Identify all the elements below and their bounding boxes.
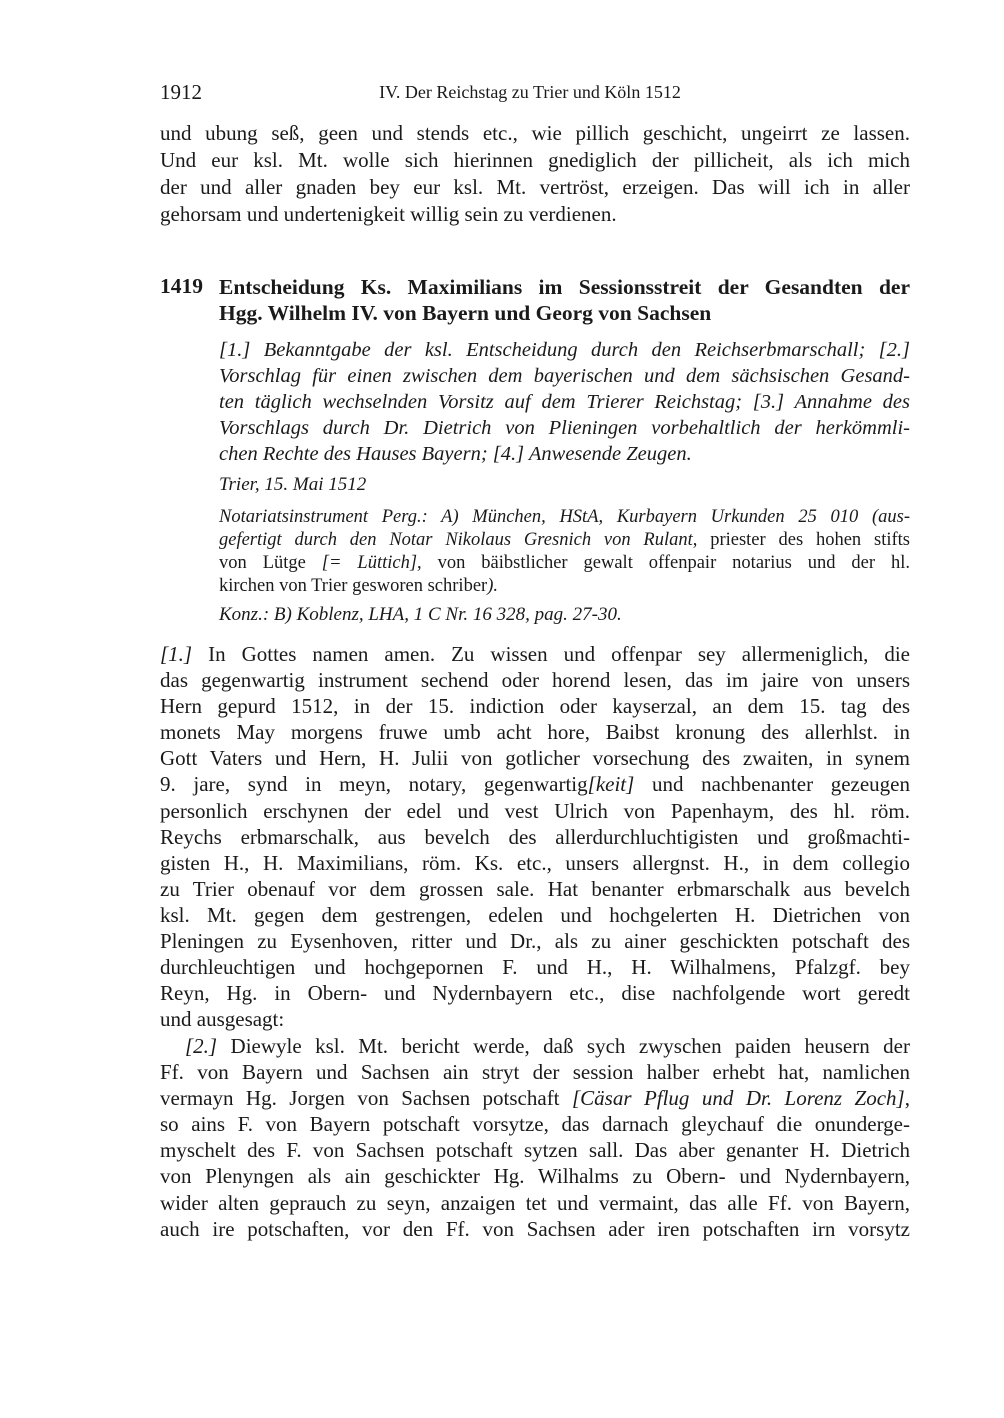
text: Gott Vaters und Hern, H. Julii von gotlicher vorsechung des zwaiten, in synem — [160, 746, 910, 771]
text-line — [219, 363, 910, 389]
italic-text: [Cäsar Pflug und Dr. Lorenz Zoch] — [571, 1086, 905, 1111]
italic-text: [2.] — [185, 1034, 218, 1058]
text: und nachbenanter gezeugen — [634, 772, 910, 797]
text-line — [160, 120, 910, 147]
text-line — [160, 1190, 910, 1216]
text-line — [160, 1059, 910, 1085]
text-line — [219, 274, 910, 300]
text-line — [160, 850, 910, 876]
text: , priester des hohen stifts — [692, 530, 910, 550]
text: Vorschlags durch Dr. Dietrich von Plieningen vorbehaltlich der herkömmli- — [219, 417, 910, 439]
body-paragraph-1 — [160, 641, 910, 1032]
text-line — [160, 980, 910, 1006]
document-number: 1419 — [160, 274, 203, 298]
text: Entscheidung Ks. Maximilians im Sessionsstreit der Gesandten der — [219, 275, 910, 299]
italic-text: [= Lüttich] — [321, 553, 418, 573]
text-line — [160, 1085, 910, 1111]
text: Diewyle ksl. Mt. bericht werde, daß sych zwyschen paiden heusern der — [217, 1034, 910, 1058]
text: ksl. Mt. gegen dem gestrengen, edelen und hochgelerten H. Dietrichen von — [160, 902, 910, 927]
text: monets May morgens fruwe umb acht hore, Baibst kronung des allerhlst. in — [160, 720, 910, 745]
text: so ains F. von Bayern potschaft vorsytze, das darnach gleychauf die onunderge- — [160, 1112, 910, 1137]
document-title — [219, 274, 910, 326]
body-paragraph-2 — [160, 1033, 910, 1242]
text-line — [160, 928, 910, 954]
text: 9. jare, synd in meyn, notary, gegenwartig — [160, 772, 588, 797]
text: von Lütge — [219, 553, 322, 573]
text-line — [160, 1111, 910, 1137]
text-line — [160, 771, 910, 797]
text: chen Rechte des Hauses Bayern; [4.] Anwesende Zeugen. — [219, 443, 692, 465]
text-line — [160, 798, 910, 824]
text: Vorschlag für einen zwischen dem bayerischen und dem sächsischen Gesand- — [219, 365, 910, 387]
text: Hern gepurd 1512, in der 15. indiction oder kayserzal, an dem 15. tag des — [160, 694, 910, 719]
text: zu Trier obenauf vor dem grossen sale. Hat benanter erbmarschalk aus bevelch — [160, 876, 910, 901]
text: gisten H., H. Maximilians, röm. Ks. etc., unsers allergnst. H., in dem collegio — [160, 850, 910, 875]
text-line — [160, 876, 910, 902]
text: personlich erschynen der edel und vest Ulrich von Papenhaym, des hl. röm. — [160, 798, 910, 823]
italic-text: [1.] — [160, 642, 193, 666]
text-line — [219, 552, 910, 575]
text-line — [219, 300, 910, 326]
konzept-note: Konz.: B) Koblenz, LHA, 1 C Nr. 16 328, pag. 27-30. — [219, 604, 622, 625]
text-line — [219, 337, 910, 363]
text-line — [160, 147, 910, 174]
text-line — [219, 506, 910, 529]
text-line — [160, 1216, 910, 1242]
italic-text: [keit] — [587, 772, 635, 797]
text-line — [219, 441, 910, 467]
text-line — [219, 389, 910, 415]
page-number: 1912 — [160, 80, 202, 104]
italic-text: gefertigt durch den Notar Nikolaus Gresnich von Rulant — [219, 530, 693, 550]
text: ten täglich wechselnden Vorsitz auf dem Trierer Reichstag; [3.] Annahme des — [219, 391, 910, 413]
text-line — [160, 693, 910, 719]
text-line — [160, 1006, 910, 1032]
document-regest — [219, 337, 910, 467]
text: und ausgesagt: — [160, 1007, 285, 1032]
text: von Plenyngen als ain geschickter Hg. Wilhalms zu Obern- und Nydernbayern, — [160, 1164, 910, 1189]
text: wider alten geprauch zu seyn, anzaigen tet und vermaint, das alle Ff. von Bayern, — [160, 1190, 910, 1215]
text: Und eur ksl. Mt. wolle sich hierinnen gnediglich der pillicheit, als ich mich — [160, 148, 910, 172]
text-line — [160, 641, 910, 667]
text: In Gottes namen amen. Zu wissen und offenpar sey allermeniglich, die — [192, 642, 910, 666]
text: , von bäibstlicher gewalt offenpair notarius und der hl. — [417, 553, 910, 573]
text-line — [160, 174, 910, 201]
text: Reychs erbmarschalk, aus bevelch des allerdurchluchtigisten und großmachti- — [160, 824, 910, 849]
text-line — [160, 824, 910, 850]
text: Reyn, Hg. in Obern- und Nydernbayern etc., dise nachfolgende wort geredt — [160, 981, 910, 1006]
text: Pleningen zu Eysenhoven, ritter und Dr., als zu ainer geschickten potschaft des — [160, 929, 910, 954]
text: [1.] Bekanntgabe der ksl. Entscheidung durch den Reichserbmarschall; [2.] — [219, 339, 910, 361]
running-title: IV. Der Reichstag zu Trier und Köln 1512 — [379, 82, 681, 102]
text-line — [219, 575, 910, 598]
text-line — [160, 954, 910, 980]
text-line — [160, 667, 910, 693]
text-line — [160, 745, 910, 771]
text: gehorsam und undertenigkeit willig sein zu verdienen. — [160, 202, 617, 226]
text: durchleuchtigen und hochgepornen F. und H., H. Wilhalmens, Pfalzgf. bey — [160, 955, 910, 980]
text: und ubung seß, geen und stends etc., wie pillich geschicht, ungeirrt ze lassen. — [160, 121, 910, 145]
text: , — [904, 1086, 910, 1111]
text-line — [160, 902, 910, 928]
text: Hgg. Wilhelm IV. von Bayern und Georg von Sachsen — [219, 301, 712, 325]
text-line — [219, 529, 910, 552]
text: Ff. von Bayern und Sachsen ain stryt der session halber erhebt hat, namlichen — [160, 1060, 910, 1085]
text: auch ire potschaften, vor den Ff. von Sachsen ader iren potschaften irn vorsytz — [160, 1216, 910, 1241]
text-line — [160, 1033, 910, 1059]
document-date-place: Trier, 15. Mai 1512 — [219, 474, 367, 495]
text-line — [160, 201, 910, 228]
text-line — [160, 1137, 910, 1163]
text: vermayn Hg. Jorgen von Sachsen potschaft — [160, 1086, 572, 1111]
text-line — [160, 719, 910, 745]
text: myschelt des F. von Sachsen potschaft sytzen sall. Das aber genanter H. Dietrich — [160, 1138, 910, 1163]
source-note — [219, 506, 910, 598]
continued-paragraph — [160, 120, 910, 228]
italic-text: Notariatsinstrument Perg.: A) München, HStA, Kurbayern Urkunden 25 010 (aus- — [219, 507, 910, 527]
text: kirchen von Trier gesworen schriber — [219, 576, 488, 596]
italic-text: ). — [487, 576, 498, 596]
text: das gegenwartig instrument sechend oder horend lesen, das im jaire von unsers — [160, 668, 910, 693]
text-line — [219, 415, 910, 441]
text-line — [160, 1163, 910, 1189]
text: der und aller gnaden bey eur ksl. Mt. vertröst, erzeigen. Das will ich in aller — [160, 175, 910, 199]
